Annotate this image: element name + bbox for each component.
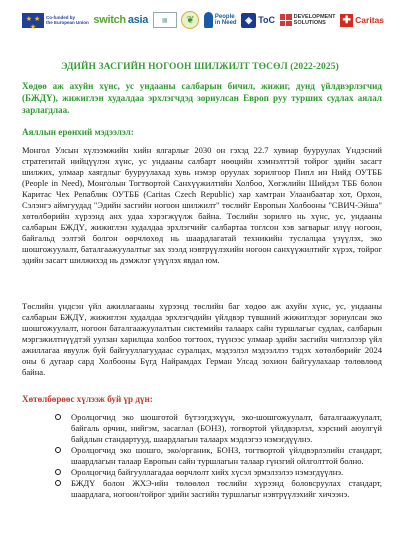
people-in-need-logo (204, 12, 237, 28)
partner-logo-1 (153, 12, 177, 28)
paragraph-1: Монгол Улсын хүлээмжийн хийн ялгарлыг 2030 он гэхэд 22.7 хувиар бууруулах Үндэсний стратегитай нийцүүлэн хүнс, ус ундааны салбарт нөөцийн хэмнэлттэй тойрог эдийн засагт шилжих, улмаар хаягдлыг бууруулахад хувь нэмэр оруулах зорилгоор Пипл ин Нийд ОУТББ (People in Need), Монголын Тогтвортой Санхүүжилтийн Холбоо, Хөгжлийн Шийдэл ТББ болон Каритас Чех Репаблик ОУТББ (Caritas Czech Republic) хар хамтран Улаанбаатар хот, Орхон, Сэлэнгэ аймгуудад "Эдийн засгийн ногоон шилжилт" төслийг Европын Холбооны "СВИЧ-Эйша" хөтөлбөрийн хүрээнд анх удаа хэрэгжүүлж байна. Төслийн зорилго нь хүнс, ус, ундааны салбарын БЖДҮ, жижиглэн худалдаа эрхлэгчийг салбартаа тоглсон хэв загварыг илүү ногоон, байгальд ээлтэй болгон өөрчлөхөд нь шаардлагатай техникийн туслалцаа үзүүлэх, эко шошгожуулалт, баталгаажуулалтыг зах зээлд нэвтрүүлэхийн ногоон санхүүжилтийг хүрэх, тойрог эдийн засагт шилжихэд нь дэмжлэг үзүүлэх явдал юм. (22, 145, 382, 266)
bullet-icon (55, 480, 61, 486)
development-solutions-logo (280, 14, 336, 26)
bullet-icon (55, 469, 61, 475)
leaf-emblem-icon: ❦ (181, 11, 199, 29)
caritas-cross-icon: ✚ (340, 14, 353, 27)
toc-logo (241, 13, 275, 28)
toc-mark-icon: ◈ (241, 13, 256, 28)
program-heading: Хөтөлбөрөөс хүлээж буй үр дүн: (22, 394, 153, 404)
caritas-logo (340, 14, 384, 27)
list-item (22, 412, 382, 445)
eu-logo (22, 13, 89, 31)
partner-logo-2 (181, 11, 199, 29)
list-item (22, 445, 382, 467)
eu-flag-icon: ★ ★ ★ (22, 13, 44, 28)
ds-line1: DEVELOPMENT (293, 14, 336, 20)
ds-grid-icon (280, 14, 292, 26)
bullet-icon (55, 414, 61, 420)
caritas-label: Caritas (355, 15, 384, 25)
eu-logo-line1: Co-funded by (46, 15, 75, 20)
list-item-text: БЖДҮ болон ЖХЭ-ийн төлөөлөл төслийн хүрээнд боловсруулах стандарт, шаардлага, ногоон/тойрог эдийн засгийн туршлагыг нэвтрүүлэхийг хичээнэ. (71, 478, 382, 499)
list-item-text: Оролцогчид эко шошго, эко/органик, БОНЗ, тогтвортой үйлдвэрлэлийн стандарт, шаардлагын талаар Европын сайн туршлагын талаар гүнзгий ойлголттой болно. (71, 445, 382, 466)
paragraph-2: Төслийн үндсэн үйл ажиллагааны хүрээнд төслийн баг хөдөө аж ахуйн хүнс, ус, ундааны салбарын БЖДҮ, жижиглэн худалдаа эрхлэгчдийн үйлдвэр түвшний жижиглэдэг зориулсан эко шошгожуулалт, ногоон баталгаажуулалтын системийн талаарх сайн туршлагыг судлах, салбарын мэргэжилтнүүдтэй уулзан харилцаа холбоо тогтоох, түүнээс улмаар эдийн засгийн чиглэлээр үйл ажиллагаа явуулж буй байгууллагуудаас суралцах, мэдээлэл мэдээллээ тэдэх хөтөлбөрийг 2024 оны 6 дугаар сард Холбооны Бүгд Найрамдах Герман Улсад зохион байгуулахаар төлөвлөөд байна. (22, 301, 382, 378)
document-title: ЭДИЙН ЗАСГИЙН НОГООН ШИЛЖИЛТ ТӨСӨЛ (2022-2025) (61, 62, 339, 72)
toc-label: ToC (258, 15, 276, 25)
pin-line1: People (214, 13, 235, 20)
list-item (22, 467, 382, 478)
bullet-icon (55, 447, 61, 453)
expected-results-list (22, 412, 382, 500)
ministry-emblem-icon: ▦ (153, 12, 177, 28)
switchasia-blue: asia (127, 14, 149, 26)
list-item-text: Оролцогчид байгууллагадаа өөрчлөлт хийх хүсэл эрмэлзэлээ нэмэгдүүлнэ. (71, 467, 344, 477)
ds-line2: SOLUTIONS (293, 20, 326, 26)
list-item-text: Оролцогчид эко шошготой бүтээгдэхүүн, эко-шошгожуулалт, баталгаажуулалт, байгаль орчин, нийгэм, засаглал (БОНЗ), тогвортой үйлдвэрлэл, хэрсний аюулгүй байдлын стандартууд, шаардлагын талаарх мэдлэгээ нэмэгдүүлнэ. (71, 412, 382, 444)
switchasia-logo (93, 14, 148, 26)
eu-logo-line2: the European Union (46, 20, 89, 25)
logo-bar (22, 9, 384, 31)
pin-line2: in Need (214, 20, 237, 26)
intro-announcement: Хөдөө аж ахуйн хүнс, ус ундааны салбарын бичил, жижиг, дунд үйлдвэрлэгчид (БЖДҮ), жижиглэн худалдаа эрхлэгчдэд зориулсан Европ руу турших судлах аялал зарлагдлаа. (22, 81, 382, 116)
list-item (22, 478, 382, 500)
section-heading: Аяллын ерөнхий мэдээлэл: (22, 127, 134, 137)
person-icon (204, 12, 213, 28)
switchasia-green: switch (93, 14, 126, 26)
